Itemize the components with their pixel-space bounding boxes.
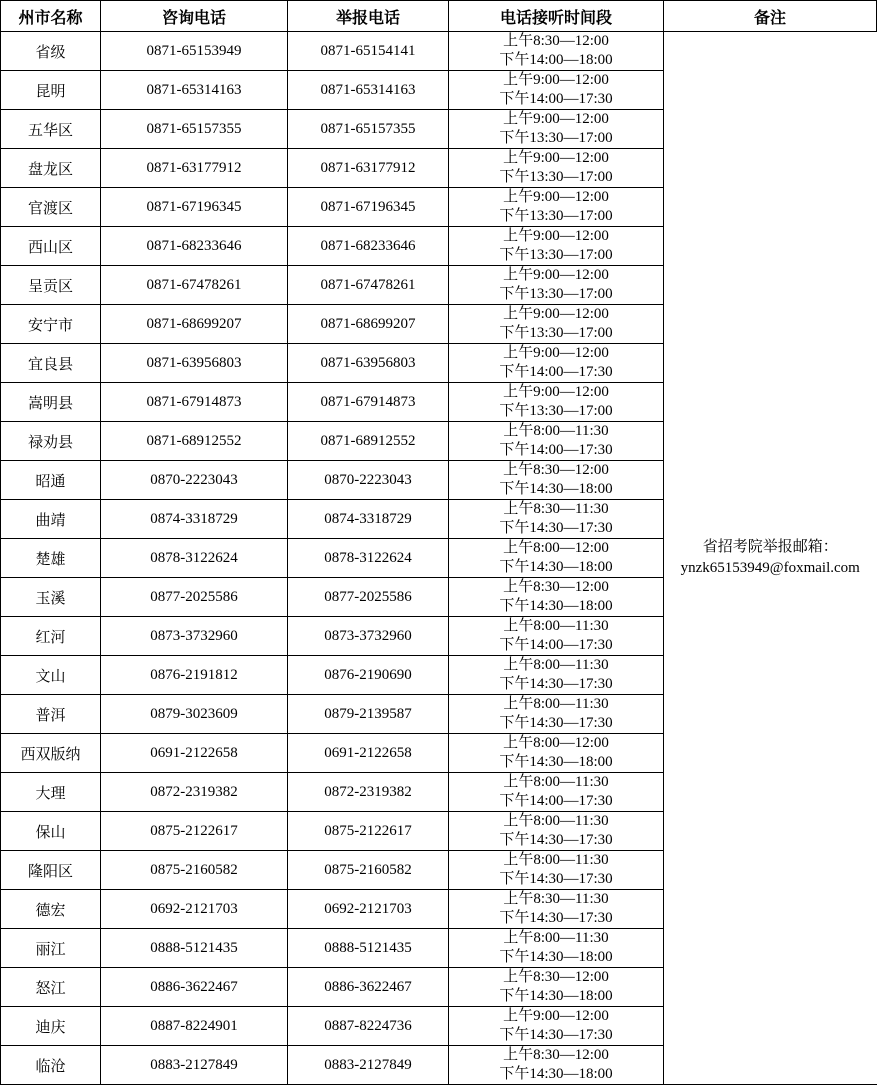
region-name-cell: 嵩明县 bbox=[1, 383, 101, 422]
consult-phone-cell: 0871-65314163 bbox=[101, 71, 288, 110]
am-time-text: 上午9:00—12:00 bbox=[503, 1008, 609, 1024]
time-period-cell bbox=[449, 656, 664, 695]
header-report-phone: 举报电话 bbox=[288, 1, 449, 32]
time-period-cell bbox=[449, 617, 664, 656]
time-period-cell bbox=[449, 734, 664, 773]
am-time-text: 上午9:00—12:00 bbox=[503, 267, 609, 283]
report-phone-cell: 0871-63956803 bbox=[288, 344, 449, 383]
region-name-cell: 临沧 bbox=[1, 1046, 101, 1085]
pm-time-text: 下午14:00—17:30 bbox=[499, 91, 613, 107]
pm-time-text: 下午14:30—18:00 bbox=[499, 754, 613, 770]
region-name-cell: 大理 bbox=[1, 773, 101, 812]
region-name-cell: 呈贡区 bbox=[1, 266, 101, 305]
report-phone-cell: 0877-2025586 bbox=[288, 578, 449, 617]
consult-phone-cell: 0871-68233646 bbox=[101, 227, 288, 266]
report-phone-cell: 0871-68912552 bbox=[288, 422, 449, 461]
region-name-cell: 保山 bbox=[1, 812, 101, 851]
pm-time-text: 下午14:00—17:30 bbox=[499, 637, 613, 653]
pm-time-text: 下午14:30—17:30 bbox=[499, 676, 613, 692]
consult-phone-cell: 0886-3622467 bbox=[101, 968, 288, 1007]
remark-cell bbox=[664, 32, 877, 1085]
consult-phone-cell: 0871-63177912 bbox=[101, 149, 288, 188]
region-name-cell: 宜良县 bbox=[1, 344, 101, 383]
time-period-cell bbox=[449, 71, 664, 110]
region-name-cell: 普洱 bbox=[1, 695, 101, 734]
region-name-cell: 西双版纳 bbox=[1, 734, 101, 773]
region-name-cell: 怒江 bbox=[1, 968, 101, 1007]
consult-phone-cell: 0883-2127849 bbox=[101, 1046, 288, 1085]
header-region-name: 州市名称 bbox=[1, 1, 101, 32]
pm-time-text: 下午13:30—17:00 bbox=[499, 325, 613, 341]
pm-time-text: 下午13:30—17:00 bbox=[499, 130, 613, 146]
pm-time-text: 下午14:30—17:30 bbox=[499, 520, 613, 536]
pm-time-text: 下午14:00—17:30 bbox=[499, 793, 613, 809]
time-period-cell bbox=[449, 1046, 664, 1085]
pm-time-text: 下午14:00—18:00 bbox=[499, 52, 613, 68]
report-phone-cell: 0871-65157355 bbox=[288, 110, 449, 149]
am-time-text: 上午9:00—12:00 bbox=[503, 384, 609, 400]
consult-phone-cell: 0874-3318729 bbox=[101, 500, 288, 539]
am-time-text: 上午8:00—11:30 bbox=[503, 774, 609, 790]
report-phone-cell: 0875-2122617 bbox=[288, 812, 449, 851]
am-time-text: 上午9:00—12:00 bbox=[503, 111, 609, 127]
time-period-cell bbox=[449, 32, 664, 71]
pm-time-text: 下午14:30—18:00 bbox=[499, 949, 613, 965]
am-time-text: 上午8:00—11:30 bbox=[503, 423, 609, 439]
report-phone-cell: 0872-2319382 bbox=[288, 773, 449, 812]
region-name-cell: 昭通 bbox=[1, 461, 101, 500]
consult-phone-cell: 0871-67196345 bbox=[101, 188, 288, 227]
pm-time-text: 下午14:00—17:30 bbox=[499, 364, 613, 380]
time-period-cell bbox=[449, 266, 664, 305]
region-name-cell: 德宏 bbox=[1, 890, 101, 929]
report-phone-cell: 0871-65154141 bbox=[288, 32, 449, 71]
header-remark: 备注 bbox=[664, 1, 877, 32]
pm-time-text: 下午13:30—17:00 bbox=[499, 208, 613, 224]
pm-time-text: 下午13:30—17:00 bbox=[499, 169, 613, 185]
time-period-cell bbox=[449, 461, 664, 500]
pm-time-text: 下午14:30—18:00 bbox=[499, 988, 613, 1004]
consult-phone-cell: 0878-3122624 bbox=[101, 539, 288, 578]
consult-phone-cell: 0871-63956803 bbox=[101, 344, 288, 383]
am-time-text: 上午8:00—11:30 bbox=[503, 852, 609, 868]
time-period-cell bbox=[449, 188, 664, 227]
time-period-cell bbox=[449, 812, 664, 851]
am-time-text: 上午8:30—11:30 bbox=[503, 501, 609, 517]
am-time-text: 上午8:00—11:30 bbox=[503, 657, 609, 673]
consult-phone-cell: 0871-68912552 bbox=[101, 422, 288, 461]
consult-phone-cell: 0877-2025586 bbox=[101, 578, 288, 617]
region-name-cell: 楚雄 bbox=[1, 539, 101, 578]
am-time-text: 上午8:00—11:30 bbox=[503, 813, 609, 829]
time-period-cell bbox=[449, 578, 664, 617]
consult-phone-cell: 0876-2191812 bbox=[101, 656, 288, 695]
consult-phone-cell: 0872-2319382 bbox=[101, 773, 288, 812]
consult-phone-cell: 0871-65153949 bbox=[101, 32, 288, 71]
report-phone-cell: 0871-63177912 bbox=[288, 149, 449, 188]
consult-phone-cell: 0871-68699207 bbox=[101, 305, 288, 344]
time-period-cell bbox=[449, 500, 664, 539]
report-phone-cell: 0870-2223043 bbox=[288, 461, 449, 500]
am-time-text: 上午9:00—12:00 bbox=[503, 72, 609, 88]
am-time-text: 上午8:00—12:00 bbox=[503, 735, 609, 751]
time-period-cell bbox=[449, 539, 664, 578]
time-period-cell bbox=[449, 110, 664, 149]
report-phone-cell: 0871-67478261 bbox=[288, 266, 449, 305]
header-row bbox=[1, 1, 877, 32]
time-period-cell bbox=[449, 422, 664, 461]
region-name-cell: 昆明 bbox=[1, 71, 101, 110]
time-period-cell bbox=[449, 890, 664, 929]
report-phone-cell: 0875-2160582 bbox=[288, 851, 449, 890]
pm-time-text: 下午14:30—18:00 bbox=[499, 1066, 613, 1082]
report-phone-cell: 0876-2190690 bbox=[288, 656, 449, 695]
consult-phone-cell: 0888-5121435 bbox=[101, 929, 288, 968]
report-phone-cell: 0871-67196345 bbox=[288, 188, 449, 227]
consult-phone-cell: 0871-65157355 bbox=[101, 110, 288, 149]
report-phone-cell: 0692-2121703 bbox=[288, 890, 449, 929]
remark-mailbox-label: 省招考院举报邮箱： bbox=[702, 539, 838, 555]
am-time-text: 上午9:00—12:00 bbox=[503, 150, 609, 166]
report-phone-cell: 0691-2122658 bbox=[288, 734, 449, 773]
region-name-cell: 玉溪 bbox=[1, 578, 101, 617]
pm-time-text: 下午14:00—17:30 bbox=[499, 442, 613, 458]
report-phone-cell: 0871-68699207 bbox=[288, 305, 449, 344]
report-phone-cell: 0873-3732960 bbox=[288, 617, 449, 656]
report-phone-cell: 0871-65314163 bbox=[288, 71, 449, 110]
am-time-text: 上午9:00—12:00 bbox=[503, 306, 609, 322]
report-phone-cell: 0878-3122624 bbox=[288, 539, 449, 578]
region-name-cell: 盘龙区 bbox=[1, 149, 101, 188]
time-period-cell bbox=[449, 968, 664, 1007]
region-name-cell: 隆阳区 bbox=[1, 851, 101, 890]
consult-phone-cell: 0887-8224901 bbox=[101, 1007, 288, 1046]
report-phone-cell: 0874-3318729 bbox=[288, 500, 449, 539]
remark-mailbox-email: ynzk65153949@foxmail.com bbox=[680, 560, 860, 576]
pm-time-text: 下午13:30—17:00 bbox=[499, 247, 613, 263]
report-phone-cell: 0871-68233646 bbox=[288, 227, 449, 266]
region-name-cell: 红河 bbox=[1, 617, 101, 656]
pm-time-text: 下午14:30—17:30 bbox=[499, 832, 613, 848]
pm-time-text: 下午14:30—18:00 bbox=[499, 481, 613, 497]
report-phone-cell: 0886-3622467 bbox=[288, 968, 449, 1007]
am-time-text: 上午9:00—12:00 bbox=[503, 189, 609, 205]
region-name-cell: 五华区 bbox=[1, 110, 101, 149]
header-consult-phone: 咨询电话 bbox=[101, 1, 288, 32]
region-name-cell: 曲靖 bbox=[1, 500, 101, 539]
am-time-text: 上午8:00—11:30 bbox=[503, 696, 609, 712]
region-name-cell: 文山 bbox=[1, 656, 101, 695]
consult-phone-cell: 0879-3023609 bbox=[101, 695, 288, 734]
report-phone-cell: 0887-8224736 bbox=[288, 1007, 449, 1046]
am-time-text: 上午8:00—11:30 bbox=[503, 930, 609, 946]
time-period-cell bbox=[449, 851, 664, 890]
am-time-text: 上午8:30—12:00 bbox=[503, 33, 609, 49]
consult-phone-cell: 0875-2160582 bbox=[101, 851, 288, 890]
region-name-cell: 省级 bbox=[1, 32, 101, 71]
report-phone-cell: 0879-2139587 bbox=[288, 695, 449, 734]
table-row bbox=[1, 32, 877, 71]
region-name-cell: 丽江 bbox=[1, 929, 101, 968]
pm-time-text: 下午14:30—17:30 bbox=[499, 910, 613, 926]
pm-time-text: 下午14:30—18:00 bbox=[499, 559, 613, 575]
am-time-text: 上午9:00—12:00 bbox=[503, 228, 609, 244]
time-period-cell bbox=[449, 1007, 664, 1046]
consult-phone-cell: 0875-2122617 bbox=[101, 812, 288, 851]
consult-phone-cell: 0692-2121703 bbox=[101, 890, 288, 929]
region-name-cell: 禄劝县 bbox=[1, 422, 101, 461]
report-phone-cell: 0888-5121435 bbox=[288, 929, 449, 968]
report-phone-cell: 0883-2127849 bbox=[288, 1046, 449, 1085]
am-time-text: 上午8:30—12:00 bbox=[503, 579, 609, 595]
time-period-cell bbox=[449, 773, 664, 812]
consult-phone-cell: 0871-67478261 bbox=[101, 266, 288, 305]
region-name-cell: 安宁市 bbox=[1, 305, 101, 344]
time-period-cell bbox=[449, 227, 664, 266]
time-period-cell bbox=[449, 305, 664, 344]
time-period-cell bbox=[449, 929, 664, 968]
region-name-cell: 官渡区 bbox=[1, 188, 101, 227]
region-name-cell: 迪庆 bbox=[1, 1007, 101, 1046]
pm-time-text: 下午14:30—17:30 bbox=[499, 715, 613, 731]
am-time-text: 上午9:00—12:00 bbox=[503, 345, 609, 361]
time-period-cell bbox=[449, 695, 664, 734]
pm-time-text: 下午13:30—17:00 bbox=[499, 403, 613, 419]
time-period-cell bbox=[449, 149, 664, 188]
am-time-text: 上午8:30—11:30 bbox=[503, 891, 609, 907]
pm-time-text: 下午14:30—18:00 bbox=[499, 598, 613, 614]
am-time-text: 上午8:30—12:00 bbox=[503, 969, 609, 985]
header-time-period: 电话接听时间段 bbox=[449, 1, 664, 32]
consult-phone-cell: 0873-3732960 bbox=[101, 617, 288, 656]
am-time-text: 上午8:00—12:00 bbox=[503, 540, 609, 556]
am-time-text: 上午8:00—11:30 bbox=[503, 618, 609, 634]
report-phone-cell: 0871-67914873 bbox=[288, 383, 449, 422]
consult-phone-cell: 0871-67914873 bbox=[101, 383, 288, 422]
am-time-text: 上午8:30—12:00 bbox=[503, 1047, 609, 1063]
pm-time-text: 下午14:30—17:30 bbox=[499, 871, 613, 887]
time-period-cell bbox=[449, 383, 664, 422]
consult-phone-cell: 0691-2122658 bbox=[101, 734, 288, 773]
am-time-text: 上午8:30—12:00 bbox=[503, 462, 609, 478]
consult-phone-cell: 0870-2223043 bbox=[101, 461, 288, 500]
pm-time-text: 下午14:30—17:30 bbox=[499, 1027, 613, 1043]
region-name-cell: 西山区 bbox=[1, 227, 101, 266]
time-period-cell bbox=[449, 344, 664, 383]
pm-time-text: 下午13:30—17:00 bbox=[499, 286, 613, 302]
